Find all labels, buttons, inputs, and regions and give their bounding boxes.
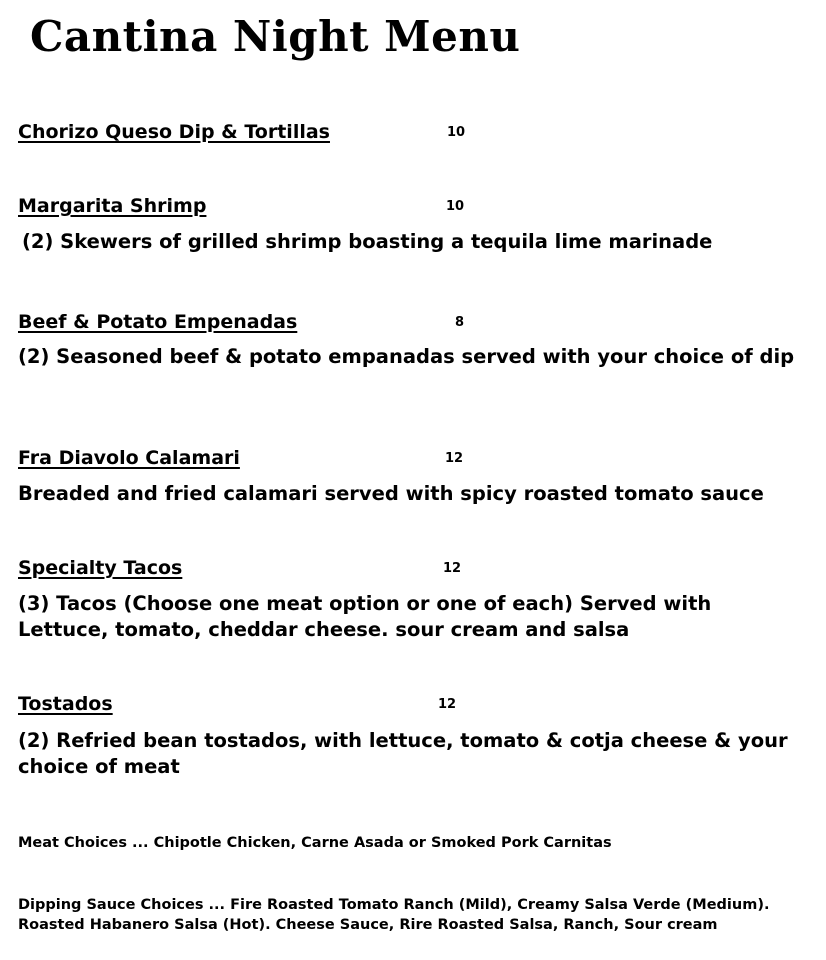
item-description: (2) Refried bean tostados, with lettuce, tomato & cotja cheese & your choice of meat: [18, 729, 788, 778]
item-description: (2) Seasoned beef & potato empanadas served with your choice of dip: [18, 345, 795, 368]
item-name: Fra Diavolo Calamari: [18, 447, 240, 469]
item-price: 12: [445, 451, 464, 466]
item-description: (3) Tacos (Choose one meat option or one of each) Served with Lettuce, tomato, cheddar cheese. sour cream and salsa: [18, 592, 712, 641]
item-price: 10: [446, 199, 465, 214]
item-description: Breaded and fried calamari served with spicy roasted tomato sauce: [18, 482, 764, 505]
meat-choices-note: Meat Choices ... Chipotle Chicken, Carne Asada or Smoked Pork Carnitas: [18, 835, 612, 851]
item-name: Specialty Tacos: [18, 557, 183, 579]
menu-title: Cantina Night Menu: [30, 12, 521, 61]
dipping-sauce-choices-note: Dipping Sauce Choices ... Fire Roasted Tomato Ranch (Mild), Creamy Salsa Verde (Medium). Roasted Habanero Salsa (Hot). Cheese Sauce, Rire Roasted Salsa, Ranch, Sour cream: [18, 897, 770, 933]
item-price: 12: [443, 561, 462, 576]
item-description: (2) Skewers of grilled shrimp boasting a tequila lime marinade: [22, 230, 713, 253]
item-price: 8: [455, 315, 465, 330]
item-name: Beef & Potato Empenadas: [18, 311, 298, 333]
item-price: 12: [438, 697, 457, 712]
item-name: Tostados: [18, 693, 113, 715]
item-price: 10: [447, 125, 466, 140]
item-name: Margarita Shrimp: [18, 195, 207, 217]
item-name: Chorizo Queso Dip & Tortillas: [18, 121, 330, 143]
